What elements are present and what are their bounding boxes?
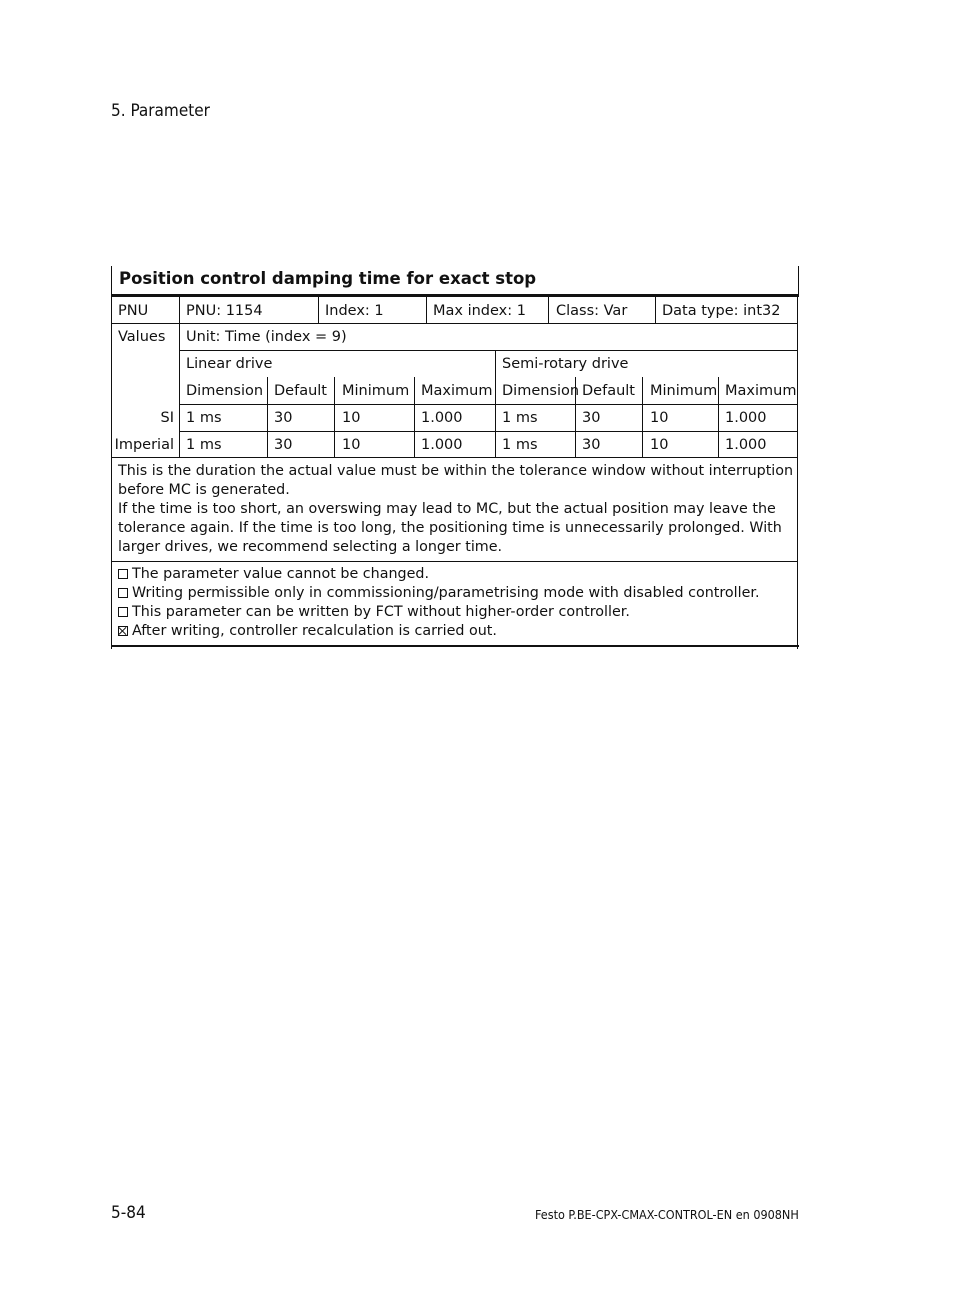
table-cell: 10 [342,410,361,426]
table-cell: 1.000 [725,437,767,453]
checkbox-item [118,584,760,603]
column-header-default: Default [582,383,635,399]
checkbox-unchecked-icon [118,588,128,598]
linear-drive-header: Linear drive [186,356,273,372]
column-header-dimension: Dimension [502,383,580,399]
table-cell: 1 ms [186,437,222,453]
row-divider [179,404,798,405]
column-divider [642,377,643,458]
table-cell: 30 [582,437,601,453]
table-cell: 10 [342,437,361,453]
pnu-value: PNU: 1154 [186,303,263,319]
section-header: 5. Parameter [111,101,210,121]
semi-rotary-drive-header: Semi-rotary drive [502,356,629,372]
column-divider [267,377,268,458]
column-header-dimension: Dimension [186,383,264,399]
pnu-label: PNU [118,303,149,319]
column-divider [318,294,319,324]
column-header-minimum: Minimum [342,383,410,399]
table-border-left [111,294,112,649]
index-value: Index: 1 [325,303,384,319]
table-cell: 1 ms [502,410,538,426]
description-paragraph: This is the duration the actual value must be within the tolerance window without interruption before MC is generated. [118,463,794,498]
data-type-value: Data type: int32 [662,303,781,319]
column-divider [334,377,335,458]
checkbox-item [118,565,429,584]
parameter-title: Position control damping time for exact stop [119,269,537,288]
description-paragraph: If the time is too short, an overswing may lead to MC, but the actual position may leave the tolerance again. If the time is too long, the positioning time is unnecessarily prolonged. With larger drives, we recommend selecting a longer time. [118,501,782,555]
column-divider [426,294,427,324]
document-reference: Festo P.BE-CPX-CMAX-CONTROL-EN en 0908NH [535,1207,799,1222]
checkbox-item [118,603,630,622]
row-label-imperial: Imperial [114,437,174,453]
row-label-si: SI [160,410,174,426]
table-cell: 10 [650,410,669,426]
column-divider [655,294,656,324]
checkbox-label: Writing permissible only in commissioning/parametrising mode with disabled controller. [132,585,760,601]
table-border-bottom [111,645,799,647]
table-cell: 30 [274,410,293,426]
row-divider [179,431,798,432]
table-cell: 30 [274,437,293,453]
column-header-maximum: Maximum [421,383,493,399]
checkbox-label: After writing, controller recalculation is carried out. [132,623,497,639]
column-divider [495,350,496,458]
class-value: Class: Var [556,303,628,319]
values-label: Values [118,329,166,345]
row-divider [111,457,798,458]
column-divider [718,377,719,458]
page-number: 5-84 [111,1203,146,1223]
row-divider [179,350,798,351]
table-cell: 1.000 [725,410,767,426]
parameter-table [111,266,799,649]
checkbox-label: The parameter value cannot be changed. [132,566,430,582]
table-cell: 1.000 [421,410,463,426]
row-divider [111,323,798,324]
checkbox-checked-icon [118,626,128,636]
table-cell: 1 ms [502,437,538,453]
row-divider [111,561,798,562]
max-index-value: Max index: 1 [433,303,526,319]
column-divider [179,294,180,458]
table-cell: 1.000 [421,437,463,453]
column-header-maximum: Maximum [725,383,797,399]
column-divider [414,377,415,458]
checkbox-label: This parameter can be written by FCT without higher-order controller. [132,604,630,620]
table-cell: 30 [582,410,601,426]
parameter-title-row [111,266,799,297]
column-header-minimum: Minimum [650,383,718,399]
table-cell: 1 ms [186,410,222,426]
table-cell: 10 [650,437,669,453]
table-border-right [797,294,798,649]
unit-value: Unit: Time (index = 9) [186,329,347,345]
checkbox-item [118,622,497,641]
column-divider [548,294,549,324]
checkbox-unchecked-icon [118,607,128,617]
column-header-default: Default [274,383,327,399]
checkbox-unchecked-icon [118,569,128,579]
